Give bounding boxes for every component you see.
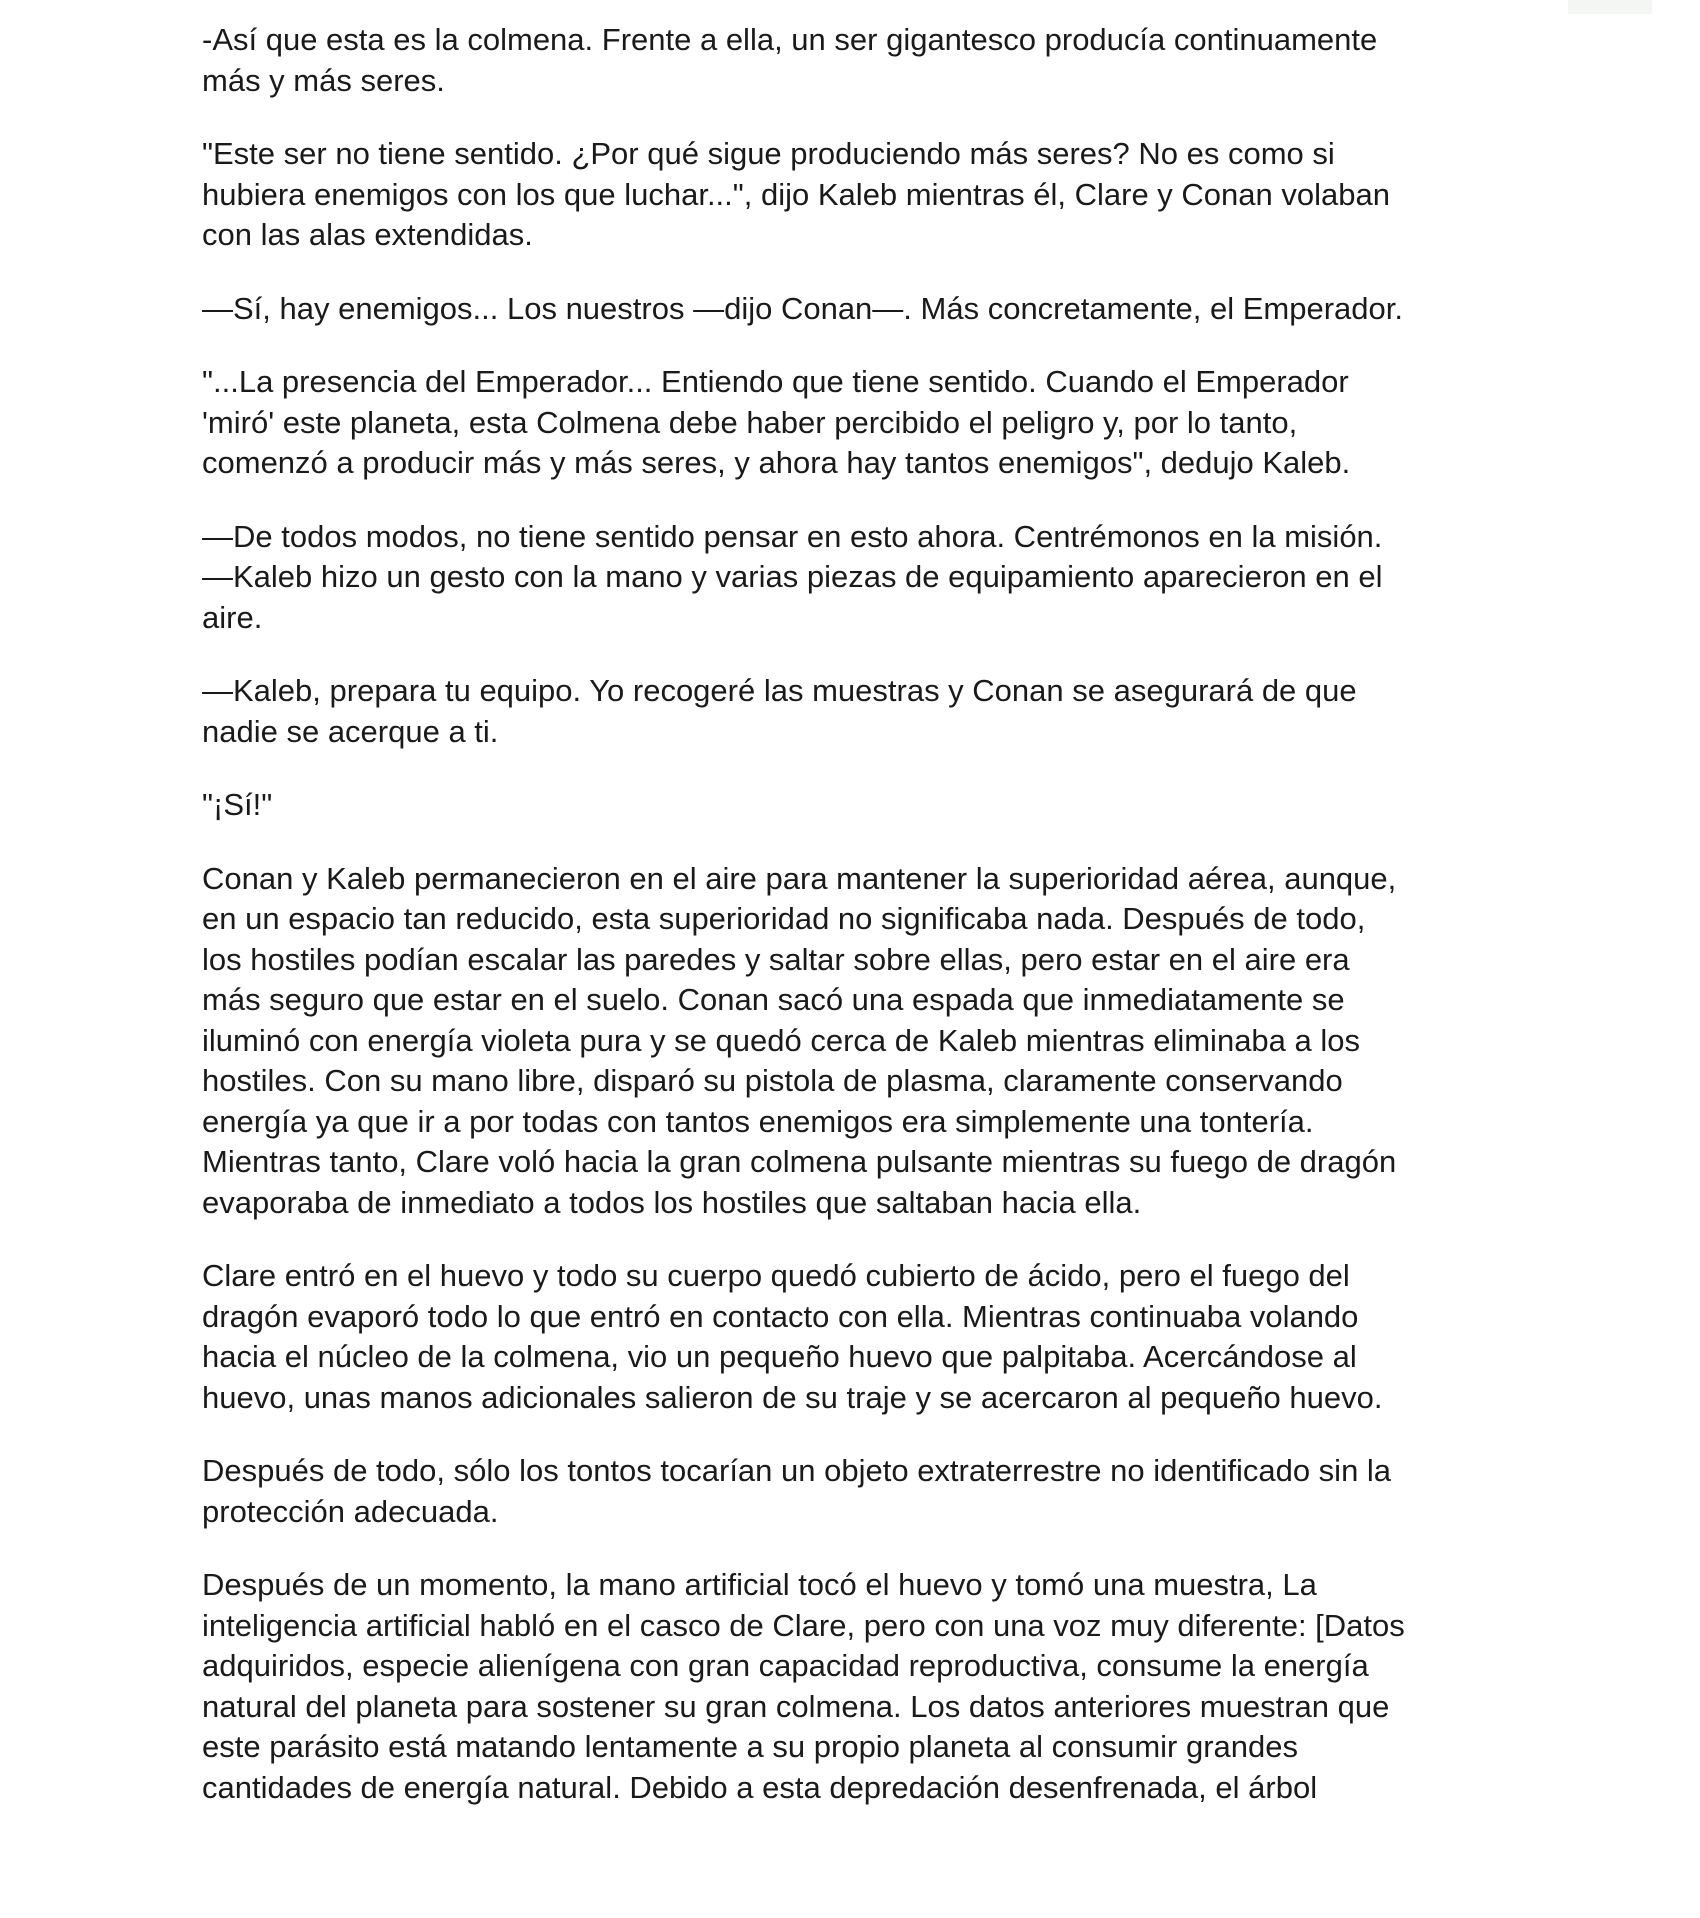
paragraph-4: "...La presencia del Emperador... Entiendo que tiene sentido. Cuando el Emperador 'miró' este planeta, esta Colmena debe haber percibido el peligro y, por lo tanto, comenzó a producir más y más seres, y ahora hay tantos enemigos", dedujo Kaleb. <box>202 364 1351 480</box>
paragraph-3: —Sí, hay enemigos... Los nuestros —dijo Conan—. Más concretamente, el Emperador. <box>202 290 1403 326</box>
paragraph-7: "¡Sí!" <box>202 787 273 822</box>
text-body <box>202 20 1542 1841</box>
paragraph-6: —Kaleb, prepara tu equipo. Yo recogeré las muestras y Conan se asegurará de que nadie se acerque a ti. <box>202 673 1357 749</box>
paragraph-2: "Este ser no tiene sentido. ¿Por qué sigue produciendo más seres? No es como si hubiera enemigos con los que luchar...", dijo Kaleb mientras él, Clare y Conan volaban con las alas extendidas. <box>202 136 1390 252</box>
paragraph-8: Conan y Kaleb permanecieron en el aire para mantener la superioridad aérea, aunque, en un espacio tan reducido, esta superioridad no significaba nada. Después de todo, los hostiles podían escalar las paredes y saltar sobre ellas, pero estar en el aire era más seguro que estar en el suelo. Conan sacó una espada que inmediatamente se iluminó con energía violeta pura y se quedó cerca de Kaleb mientras eliminaba a los hostiles. Con su mano libre, disparó su pistola de plasma, claramente conservando energía ya que ir a por todas con tantos enemigos era simplemente una tontería. Mientras tanto, Clare voló hacia la gran colmena pulsante mientras su fuego de dragón evaporaba de inmediato a todos los hostiles que saltaban hacia ella. <box>202 860 1397 1220</box>
paragraph-1: -Así que esta es la colmena. Frente a ella, un ser gigantesco producía continuamente más y más seres. <box>202 22 1378 98</box>
paragraph-9: Clare entró en el huevo y todo su cuerpo quedó cubierto de ácido, pero el fuego del dragón evaporó todo lo que entró en contacto con ella. Mientras continuaba volando hacia el núcleo de la colmena, vio un pequeño huevo que palpitaba. Acercándose al huevo, unas manos adicionales salieron de su traje y se acercaron al pequeño huevo. <box>202 1258 1383 1415</box>
paragraph-11: Después de un momento, la mano artificial tocó el huevo y tomó una muestra, La inteligencia artificial habló en el casco de Clare, pero con una voz muy diferente: [Datos adquiridos, especie alienígena con gran capacidad reproductiva, consume la energía natural del planeta para sostener su gran colmena. Los datos anteriores muestran que este parásito está matando lentamente a su propio planeta al consumir grandes cantidades de energía natural. Debido a esta depredación desenfrenada, el árbol <box>202 1567 1405 1805</box>
paragraph-10: Después de todo, sólo los tontos tocarían un objeto extraterrestre no identificado sin la protección adecuada. <box>202 1453 1392 1529</box>
page-corner-mark <box>1568 0 1652 14</box>
paragraph-5: —De todos modos, no tiene sentido pensar en esto ahora. Centrémonos en la misión. —Kaleb hizo un gesto con la mano y varias piezas de equipamiento aparecieron en el aire. <box>202 518 1383 635</box>
